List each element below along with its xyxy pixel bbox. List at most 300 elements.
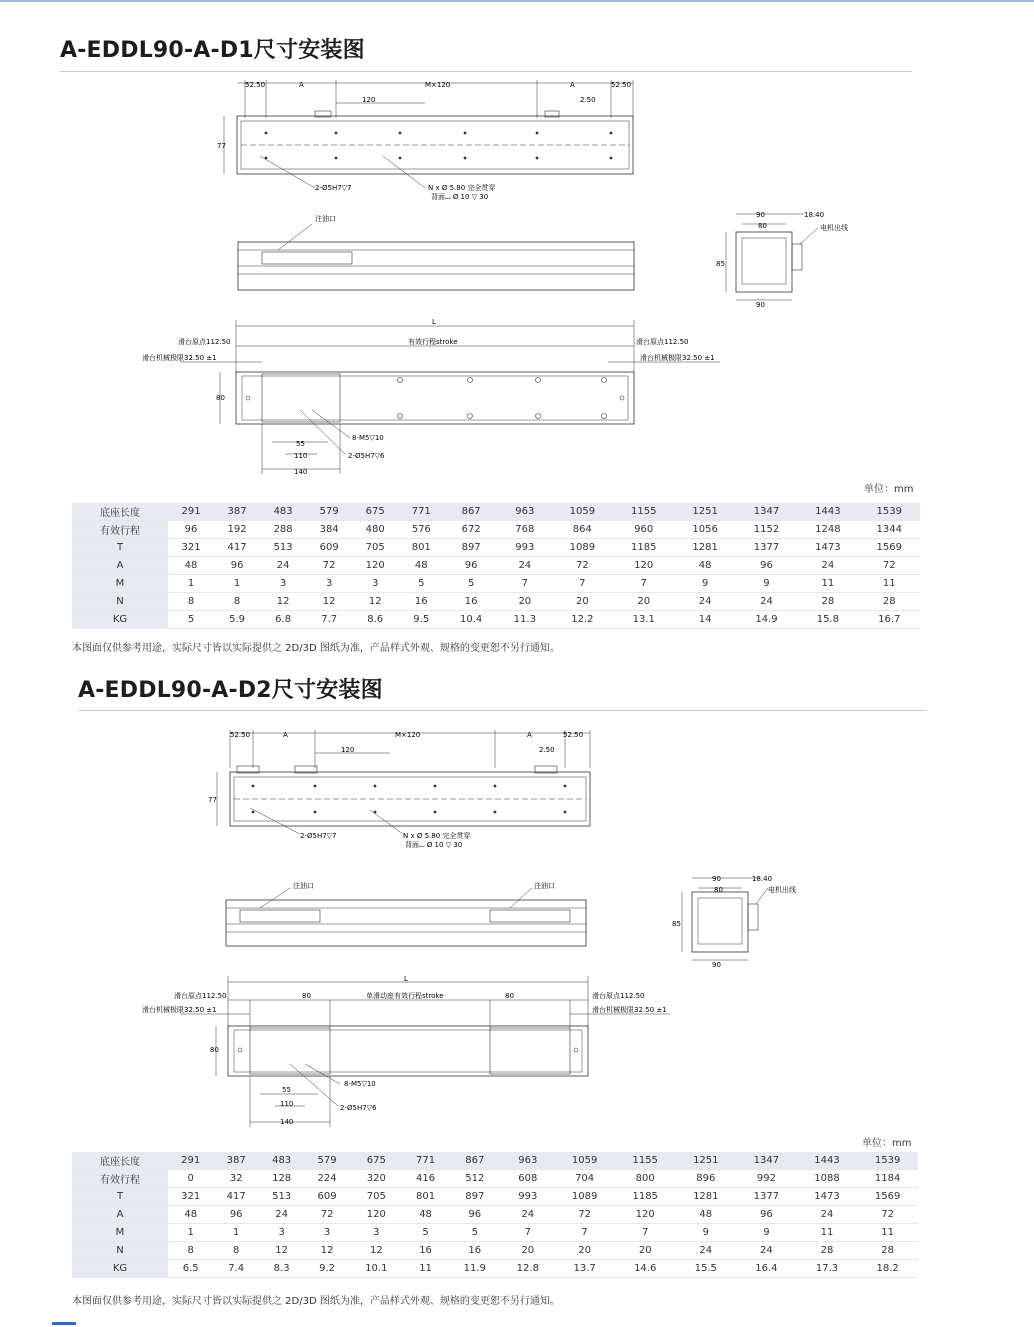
spec-cell: 5 xyxy=(398,575,444,593)
spec-cell: 7 xyxy=(498,575,552,593)
spec-cell: 992 xyxy=(736,1170,797,1188)
spec-cell: 3 xyxy=(260,575,306,593)
spec-cell: 224 xyxy=(304,1170,349,1188)
d1-end-80: 80 xyxy=(758,222,767,230)
spec-cell: 20 xyxy=(498,593,552,611)
d1-dim-a-left: A xyxy=(299,81,304,89)
spec-cell: 72 xyxy=(857,1206,918,1224)
d2-pin-label: 2-Ø5H7▽7 xyxy=(300,832,337,840)
spec-cell: 28 xyxy=(859,593,920,611)
spec-cell: 20 xyxy=(501,1242,554,1260)
spec-cell: 771 xyxy=(403,1152,448,1170)
d2-top-view xyxy=(205,728,635,853)
spec-row xyxy=(72,521,920,539)
spec-cell: 16 xyxy=(398,593,444,611)
spec-cell: 48 xyxy=(674,557,735,575)
spec-cell: 1569 xyxy=(859,539,920,557)
spec-cell: 9 xyxy=(674,575,735,593)
d1-dim-a-right: A xyxy=(570,81,575,89)
spec-cell: 20 xyxy=(615,1242,676,1260)
d2-gap-left: 80 xyxy=(302,992,311,1000)
d1-end-90-top: 90 xyxy=(756,211,765,219)
spec-cell: 417 xyxy=(214,539,260,557)
spec-cell: 7 xyxy=(615,1224,676,1242)
spec-cell: 897 xyxy=(448,1188,501,1206)
d2-holes-label-1: N x Ø 5.80 完全贯穿 xyxy=(403,832,471,840)
spec-cell: 9 xyxy=(736,1224,797,1242)
spec-cell: 96 xyxy=(214,557,260,575)
spec-cell: 1347 xyxy=(736,1152,797,1170)
top-border xyxy=(0,0,1034,2)
spec-cell: 480 xyxy=(352,521,398,539)
d1-bottom-view xyxy=(140,314,740,479)
spec-cell: 321 xyxy=(168,539,214,557)
spec-row xyxy=(72,1242,918,1260)
section-2-divider xyxy=(78,710,926,711)
spec-cell: 609 xyxy=(306,539,352,557)
spec-cell: 1443 xyxy=(797,503,858,521)
spec-cell: 1281 xyxy=(676,1188,737,1206)
d1-limit-right: 滑台机械极限32.50 ±1 xyxy=(640,354,715,362)
spec-cell: 416 xyxy=(403,1170,448,1188)
spec-cell: 9 xyxy=(676,1224,737,1242)
spec-cell: 9.2 xyxy=(304,1260,349,1278)
spec-cell: 12 xyxy=(260,593,306,611)
spec-cell: 1473 xyxy=(797,1188,858,1206)
spec-cell: 321 xyxy=(168,1188,213,1206)
spec-cell: 5 xyxy=(444,575,498,593)
spec-cell: 7 xyxy=(552,575,613,593)
spec-cell: 993 xyxy=(498,539,552,557)
spec-cell: 867 xyxy=(448,1152,501,1170)
d1-end-90-bottom: 90 xyxy=(756,301,765,308)
section-1-spec-table xyxy=(72,503,920,629)
spec-cell: 483 xyxy=(260,503,306,521)
spec-cell: 1185 xyxy=(615,1188,676,1206)
d1-dim-52-left: 52.50 xyxy=(245,81,266,89)
spec-cell: 3 xyxy=(259,1224,304,1242)
spec-cell: 12 xyxy=(304,1242,349,1260)
spec-cell: 11.9 xyxy=(448,1260,501,1278)
spec-row-label: KG xyxy=(72,611,168,629)
spec-cell: 17.3 xyxy=(797,1260,858,1278)
spec-cell: 1539 xyxy=(857,1152,918,1170)
spec-cell: 48 xyxy=(398,557,444,575)
d2-limit-right: 滑台机械极限32.50 ±1 xyxy=(592,1006,667,1014)
spec-cell: 960 xyxy=(613,521,674,539)
spec-cell: 1 xyxy=(214,575,260,593)
spec-cell: 705 xyxy=(350,1188,403,1206)
spec-cell: 1 xyxy=(168,1224,213,1242)
spec-cell: 24 xyxy=(676,1242,737,1260)
spec-cell: 579 xyxy=(304,1152,349,1170)
spec-cell: 1155 xyxy=(613,503,674,521)
spec-cell: 14.9 xyxy=(736,611,797,629)
spec-cell: 768 xyxy=(498,521,552,539)
d2-dim-52-right: 52.50 xyxy=(563,731,584,739)
spec-cell: 387 xyxy=(214,503,260,521)
spec-cell: 24 xyxy=(674,593,735,611)
spec-cell: 24 xyxy=(260,557,306,575)
spec-cell: 1281 xyxy=(674,539,735,557)
spec-cell: 8.3 xyxy=(259,1260,304,1278)
spec-cell: 16.4 xyxy=(736,1260,797,1278)
spec-cell: 417 xyxy=(213,1188,258,1206)
spec-cell: 20 xyxy=(552,593,613,611)
spec-cell: 1059 xyxy=(554,1152,615,1170)
section-1-divider xyxy=(60,71,912,72)
spec-cell: 1248 xyxy=(797,521,858,539)
d2-gap-right: 80 xyxy=(505,992,514,1000)
spec-cell: 96 xyxy=(168,521,214,539)
d2-origin-left: 滑台原点112.50 xyxy=(174,992,227,1000)
spec-cell: 1539 xyxy=(859,503,920,521)
d2-dim-a-left: A xyxy=(283,731,288,739)
spec-cell: 5 xyxy=(168,611,214,629)
spec-cell: 1088 xyxy=(797,1170,858,1188)
spec-cell: 10.4 xyxy=(444,611,498,629)
spec-cell: 291 xyxy=(168,503,214,521)
spec-cell: 120 xyxy=(615,1206,676,1224)
section-2-note: 本图面仅供参考用途，实际尺寸皆以实际提供之 2D/3D 图纸为准，产品样式外观、规格的变更恕不另行通知。 xyxy=(72,1296,560,1307)
spec-cell: 1155 xyxy=(615,1152,676,1170)
spec-cell: 608 xyxy=(501,1170,554,1188)
spec-cell: 24 xyxy=(259,1206,304,1224)
spec-cell: 801 xyxy=(398,539,444,557)
spec-cell: 32 xyxy=(213,1170,258,1188)
spec-row-label: A xyxy=(72,1206,168,1224)
spec-cell: 963 xyxy=(498,503,552,521)
spec-cell: 72 xyxy=(554,1206,615,1224)
spec-cell: 9 xyxy=(736,575,797,593)
spec-cell: 96 xyxy=(736,1206,797,1224)
spec-cell: 12 xyxy=(352,593,398,611)
d2-end-80: 80 xyxy=(714,886,723,894)
spec-cell: 24 xyxy=(498,557,552,575)
spec-cell: 120 xyxy=(352,557,398,575)
d1-limit-left: 滑台机械极限32.50 ±1 xyxy=(142,354,217,362)
spec-cell: 1056 xyxy=(674,521,735,539)
section-1-unit: 单位：mm xyxy=(864,484,914,495)
d2-side-view xyxy=(220,876,600,956)
spec-cell: 3 xyxy=(304,1224,349,1242)
spec-cell: 24 xyxy=(501,1206,554,1224)
d2-dim-a-right: A xyxy=(527,731,532,739)
d2-pin6-label: 2-Ø5H7▽6 xyxy=(340,1104,377,1112)
spec-cell: 8 xyxy=(168,593,214,611)
d2-dim-2-50: 2.50 xyxy=(539,746,555,754)
spec-row-label: T xyxy=(72,539,168,557)
spec-row-label: T xyxy=(72,1188,168,1206)
spec-cell: 120 xyxy=(613,557,674,575)
spec-row xyxy=(72,575,920,593)
spec-cell: 7.4 xyxy=(213,1260,258,1278)
d1-side-view xyxy=(230,208,650,298)
spec-cell: 96 xyxy=(444,557,498,575)
spec-cell: 705 xyxy=(352,539,398,557)
spec-cell: 1 xyxy=(168,575,214,593)
spec-cell: 7 xyxy=(501,1224,554,1242)
spec-cell: 8 xyxy=(214,593,260,611)
spec-cell: 7 xyxy=(613,575,674,593)
spec-cell: 72 xyxy=(552,557,613,575)
spec-cell: 675 xyxy=(350,1152,403,1170)
d1-dim-2-50: 2.50 xyxy=(580,96,596,104)
spec-row xyxy=(72,611,920,629)
section-2-spec-table xyxy=(72,1152,918,1278)
d1-origin-right: 滑台原点112.50 xyxy=(636,338,689,346)
spec-cell: 16 xyxy=(403,1242,448,1260)
d1-origin-left: 滑台原点112.50 xyxy=(178,338,231,346)
d2-dim-L: L xyxy=(404,975,408,983)
spec-row-label: KG xyxy=(72,1260,168,1278)
spec-cell: 771 xyxy=(398,503,444,521)
spec-cell: 1059 xyxy=(552,503,613,521)
d1-m5-label: 8-M5▽10 xyxy=(352,434,384,442)
d2-end-85: 85 xyxy=(672,920,681,928)
spec-cell: 12 xyxy=(259,1242,304,1260)
spec-cell: 1569 xyxy=(857,1188,918,1206)
spec-cell: 15.5 xyxy=(676,1260,737,1278)
d1-dim-110: 110 xyxy=(294,452,308,460)
spec-cell: 48 xyxy=(676,1206,737,1224)
spec-cell: 1089 xyxy=(554,1188,615,1206)
d2-dim-55: 55 xyxy=(282,1086,291,1094)
spec-cell: 513 xyxy=(259,1188,304,1206)
spec-cell: 48 xyxy=(403,1206,448,1224)
spec-cell: 9.5 xyxy=(398,611,444,629)
spec-row xyxy=(72,503,920,521)
d2-dim-77: 77 xyxy=(208,796,217,804)
spec-cell: 72 xyxy=(859,557,920,575)
spec-cell: 192 xyxy=(214,521,260,539)
spec-cell: 96 xyxy=(736,557,797,575)
spec-cell: 20 xyxy=(554,1242,615,1260)
spec-cell: 672 xyxy=(444,521,498,539)
spec-cell: 513 xyxy=(260,539,306,557)
spec-row xyxy=(72,593,920,611)
d2-end-90-bottom: 90 xyxy=(712,961,721,968)
d2-limit-left: 滑台机械极限32.50 ±1 xyxy=(142,1006,217,1014)
spec-cell: 6.8 xyxy=(260,611,306,629)
spec-cell: 24 xyxy=(736,1242,797,1260)
spec-row xyxy=(72,1170,918,1188)
spec-cell: 96 xyxy=(448,1206,501,1224)
spec-cell: 1347 xyxy=(736,503,797,521)
spec-cell: 16.7 xyxy=(859,611,920,629)
spec-row-label: N xyxy=(72,593,168,611)
spec-cell: 1473 xyxy=(797,539,858,557)
d2-end-18-40: 18.40 xyxy=(752,875,773,883)
spec-cell: 1 xyxy=(213,1224,258,1242)
spec-cell: 291 xyxy=(168,1152,213,1170)
d1-top-view xyxy=(215,78,645,203)
spec-cell: 13.7 xyxy=(554,1260,615,1278)
d1-holes-label-2: 背面⌴ Ø 10 ▽ 30 xyxy=(431,193,489,201)
spec-cell: 11 xyxy=(403,1260,448,1278)
spec-cell: 18.2 xyxy=(857,1260,918,1278)
d2-motor-cable-label: 电机出线 xyxy=(768,886,796,894)
d1-dim-77: 77 xyxy=(217,142,226,150)
spec-cell: 384 xyxy=(306,521,352,539)
d1-oil-port-label: 注油口 xyxy=(315,215,336,223)
spec-cell: 579 xyxy=(306,503,352,521)
section-1-title: A-EDDL90-A-D1尺寸安装图 xyxy=(60,38,365,63)
spec-cell: 963 xyxy=(501,1152,554,1170)
spec-cell: 1377 xyxy=(736,539,797,557)
spec-row xyxy=(72,539,920,557)
spec-cell: 8 xyxy=(213,1242,258,1260)
d1-dim-m120: M×120 xyxy=(425,81,451,89)
spec-row xyxy=(72,1188,918,1206)
spec-cell: 7.7 xyxy=(306,611,352,629)
d2-dim-110: 110 xyxy=(280,1100,294,1108)
spec-cell: 128 xyxy=(259,1170,304,1188)
d1-dim-120: 120 xyxy=(362,96,376,104)
spec-cell: 387 xyxy=(213,1152,258,1170)
spec-row-label: 有效行程 xyxy=(72,521,168,539)
spec-cell: 24 xyxy=(797,1206,858,1224)
spec-cell: 28 xyxy=(857,1242,918,1260)
spec-cell: 120 xyxy=(350,1206,403,1224)
footer-accent-bar xyxy=(52,1322,76,1325)
spec-cell: 0 xyxy=(168,1170,213,1188)
d1-dim-55: 55 xyxy=(296,440,305,448)
d2-oil-port-label-right: 注油口 xyxy=(534,882,555,890)
spec-row-label: 有效行程 xyxy=(72,1170,168,1188)
spec-row xyxy=(72,1206,918,1224)
spec-cell: 28 xyxy=(797,1242,858,1260)
d2-dim-52-left: 52.50 xyxy=(230,731,251,739)
spec-cell: 12.2 xyxy=(552,611,613,629)
spec-cell: 1443 xyxy=(797,1152,858,1170)
spec-cell: 3 xyxy=(306,575,352,593)
d1-dim-140: 140 xyxy=(294,468,308,476)
spec-cell: 675 xyxy=(352,503,398,521)
d1-motor-cable-label: 电机出线 xyxy=(820,224,848,232)
spec-cell: 896 xyxy=(676,1170,737,1188)
spec-cell: 609 xyxy=(304,1188,349,1206)
d2-end-view xyxy=(668,868,818,968)
spec-cell: 897 xyxy=(444,539,498,557)
d1-pin6-label: 2-Ø5H7▽6 xyxy=(348,452,385,460)
d2-end-90-top: 90 xyxy=(712,875,721,883)
spec-cell: 512 xyxy=(448,1170,501,1188)
spec-cell: 96 xyxy=(213,1206,258,1224)
spec-cell: 11 xyxy=(797,1224,858,1242)
spec-cell: 5 xyxy=(448,1224,501,1242)
spec-cell: 11 xyxy=(857,1224,918,1242)
d2-bottom-view xyxy=(140,972,700,1132)
spec-cell: 16 xyxy=(448,1242,501,1260)
spec-cell: 483 xyxy=(259,1152,304,1170)
d1-dim-L: L xyxy=(432,318,436,326)
d1-dim-80: 80 xyxy=(216,394,225,402)
d1-pin-label: 2-Ø5H7▽7 xyxy=(315,184,352,192)
spec-row xyxy=(72,1224,918,1242)
spec-cell: 1344 xyxy=(859,521,920,539)
spec-cell: 28 xyxy=(797,593,858,611)
d2-dim-120: 120 xyxy=(341,746,355,754)
spec-cell: 20 xyxy=(613,593,674,611)
spec-cell: 72 xyxy=(306,557,352,575)
section-1-note: 本图面仅供参考用途，实际尺寸皆以实际提供之 2D/3D 图纸为准，产品样式外观、规格的变更恕不另行通知。 xyxy=(72,643,560,654)
spec-cell: 16 xyxy=(444,593,498,611)
spec-cell: 15.8 xyxy=(797,611,858,629)
spec-cell: 72 xyxy=(304,1206,349,1224)
spec-cell: 1251 xyxy=(674,503,735,521)
spec-cell: 48 xyxy=(168,1206,213,1224)
spec-row xyxy=(72,1152,918,1170)
section-2-title: A-EDDL90-A-D2尺寸安装图 xyxy=(78,678,383,703)
spec-cell: 14.6 xyxy=(615,1260,676,1278)
spec-cell: 1152 xyxy=(736,521,797,539)
spec-cell: 801 xyxy=(403,1188,448,1206)
d1-holes-label-1: N x Ø 5.80 完全贯穿 xyxy=(428,184,496,192)
spec-cell: 576 xyxy=(398,521,444,539)
spec-cell: 3 xyxy=(352,575,398,593)
spec-cell: 48 xyxy=(168,557,214,575)
spec-cell: 1251 xyxy=(676,1152,737,1170)
spec-cell: 1185 xyxy=(613,539,674,557)
spec-cell: 864 xyxy=(552,521,613,539)
d2-holes-label-2: 背面⌴ Ø 10 ▽ 30 xyxy=(405,841,463,849)
spec-row-label: M xyxy=(72,575,168,593)
spec-cell: 1089 xyxy=(552,539,613,557)
d2-dim-140: 140 xyxy=(280,1118,294,1126)
spec-cell: 11.3 xyxy=(498,611,552,629)
spec-cell: 5 xyxy=(403,1224,448,1242)
d1-end-18-40: 18.40 xyxy=(804,211,825,219)
d2-m5-label: 8-M5▽10 xyxy=(344,1080,376,1088)
d2-origin-right: 滑台原点112.50 xyxy=(592,992,645,1000)
spec-cell: 993 xyxy=(501,1188,554,1206)
spec-row xyxy=(72,1260,918,1278)
spec-cell: 6.5 xyxy=(168,1260,213,1278)
section-2-unit: 单位：mm xyxy=(862,1138,912,1149)
spec-cell: 8.6 xyxy=(352,611,398,629)
spec-row-label: 底座长度 xyxy=(72,1152,168,1170)
spec-cell: 3 xyxy=(350,1224,403,1242)
spec-cell: 11 xyxy=(797,575,858,593)
spec-row-label: 底座长度 xyxy=(72,503,168,521)
spec-row-label: A xyxy=(72,557,168,575)
spec-cell: 320 xyxy=(350,1170,403,1188)
d2-stroke-label: 单滑动座有效行程stroke xyxy=(366,992,444,1000)
spec-cell: 10.1 xyxy=(350,1260,403,1278)
spec-cell: 12 xyxy=(306,593,352,611)
d2-oil-port-label-left: 注油口 xyxy=(293,882,314,890)
spec-cell: 704 xyxy=(554,1170,615,1188)
spec-cell: 1184 xyxy=(857,1170,918,1188)
spec-cell: 24 xyxy=(797,557,858,575)
d1-stroke-label: 有效行程stroke xyxy=(408,338,458,346)
spec-cell: 24 xyxy=(736,593,797,611)
d2-dim-80: 80 xyxy=(210,1046,219,1054)
spec-row-label: M xyxy=(72,1224,168,1242)
spec-cell: 5.9 xyxy=(214,611,260,629)
spec-cell: 1377 xyxy=(736,1188,797,1206)
d2-dim-m120: M×120 xyxy=(395,731,421,739)
spec-cell: 12 xyxy=(350,1242,403,1260)
spec-row xyxy=(72,557,920,575)
spec-cell: 12.8 xyxy=(501,1260,554,1278)
spec-cell: 8 xyxy=(168,1242,213,1260)
spec-cell: 288 xyxy=(260,521,306,539)
spec-cell: 800 xyxy=(615,1170,676,1188)
spec-cell: 14 xyxy=(674,611,735,629)
spec-cell: 11 xyxy=(859,575,920,593)
